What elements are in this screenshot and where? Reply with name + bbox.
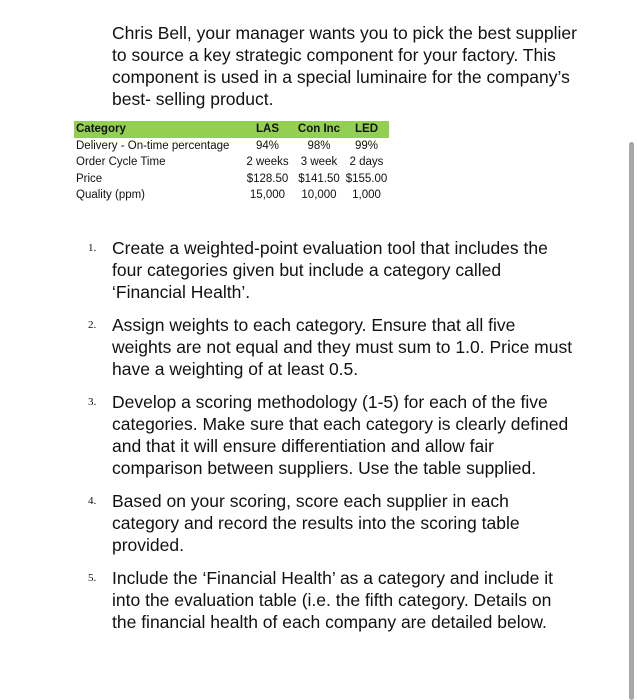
- row-label: Order Cycle Time: [76, 156, 166, 168]
- list-item-text: Include the ‘Financial Health’ as a category and include it into the evaluation table (i.e. the fifth category. Details on the financial health of each company are detailed below.: [112, 568, 554, 632]
- vertical-scrollbar[interactable]: [629, 142, 634, 700]
- header-led: LED: [355, 123, 378, 135]
- table-row: [74, 187, 389, 204]
- table-row: [74, 154, 389, 171]
- list-item: [88, 490, 574, 556]
- list-number: 2.: [88, 319, 97, 331]
- list-item-text: Develop a scoring methodology (1-5) for each of the five categories. Make sure that each category is clearly defined and that it will ensure differentiation and allow fair comparison between suppliers. Use the table supplied.: [112, 392, 569, 478]
- row-label: Delivery - On-time percentage: [76, 139, 230, 152]
- cell-con-inc: 98%: [307, 139, 331, 152]
- cell-las: 94%: [255, 139, 280, 152]
- header-category: Category: [76, 123, 126, 135]
- list-item-text: Based on your scoring, score each supplier in each category and record the results into the scoring table provided.: [112, 491, 520, 555]
- cell-led: 99%: [354, 139, 379, 152]
- row-label: Price: [76, 172, 103, 185]
- cell-con-inc: 10,000: [301, 189, 337, 201]
- cell-led: 1,000: [352, 189, 381, 201]
- cell-con-inc: $141.50: [298, 172, 340, 185]
- list-number: 5.: [88, 572, 97, 584]
- list-number: 3.: [88, 396, 97, 408]
- cell-led: $155.00: [345, 172, 388, 185]
- list-item-text: Assign weights to each category. Ensure that all five weights are not equal and they must sum to 1.0. Price must have a weighting of at least 0.5.: [112, 315, 573, 379]
- supplier-table: [74, 121, 389, 204]
- task-list: [88, 237, 574, 644]
- intro-paragraph: Chris Bell, your manager wants you to pick the best supplier to source a key strategic component for your factory. This component is used in a special luminaire for the company’s best- selling product.: [112, 23, 577, 109]
- header-las: LAS: [256, 123, 279, 135]
- list-item: [88, 391, 574, 479]
- cell-con-inc: 3 week: [300, 156, 338, 168]
- table-row: [74, 138, 389, 155]
- list-item: [88, 567, 574, 633]
- list-item: [88, 314, 574, 380]
- list-item: [88, 237, 574, 303]
- cell-las: 2 weeks: [246, 156, 289, 168]
- header-con-inc: Con Inc: [297, 123, 341, 135]
- list-item-text: Create a weighted-point evaluation tool that includes the four categories given but include a category called ‘Financial Health’.: [112, 238, 548, 302]
- cell-las: $128.50: [246, 172, 289, 185]
- table-header-row: [74, 121, 389, 138]
- cell-las: 15,000: [249, 189, 286, 201]
- row-label: Quality (ppm): [76, 189, 146, 201]
- list-number: 1.: [88, 242, 97, 254]
- table-row: [74, 171, 389, 188]
- list-number: 4.: [88, 495, 97, 507]
- cell-led: 2 days: [349, 156, 384, 168]
